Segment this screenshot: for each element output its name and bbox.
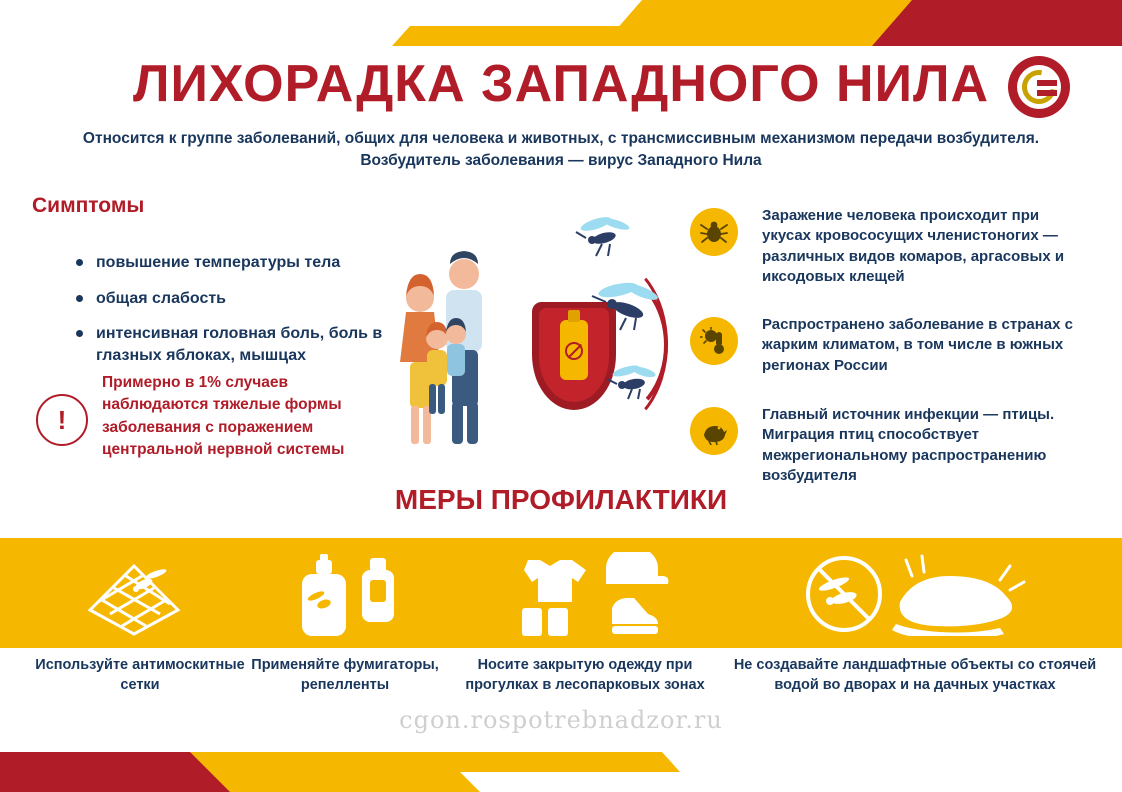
mosquito-net-icon: [78, 556, 188, 640]
top-band-yellow-stripe: [392, 26, 822, 46]
prevention-icons: [0, 548, 1122, 644]
prevention-caption: Не создавайте ландшафтные объекты со стоячей водой во дворах и на дачных участках: [733, 657, 1097, 693]
page-title: ЛИХОРАДКА ЗАПАДНОГО НИЛА: [132, 55, 990, 113]
fumigator-repellent-icon: [286, 554, 406, 640]
prevention-caption: Носите закрытую одежду при прогулках в лесопарковых зонах: [465, 657, 705, 693]
bottom-band-yellow-stripe: [250, 752, 680, 772]
symptoms-list: [34, 252, 424, 380]
fact-item: [690, 405, 1090, 486]
fact-text: Главный источник инфекции — птицы. Миграция птиц способствует межрегиональному распространению возбудителя: [762, 406, 1055, 484]
mosquito-icon: [588, 274, 668, 332]
repellent-spray-icon: [560, 320, 588, 380]
bird-icon: [690, 407, 738, 455]
mosquito-icon: [604, 360, 664, 400]
mosquito-icon: [572, 212, 642, 258]
logo-bar-bottom: [1037, 90, 1057, 96]
prevention-caption: Применяйте фумигаторы, репелленты: [251, 657, 439, 693]
bottom-decorative-band: [0, 752, 1122, 792]
fact-text: Заражение человека происходит при укусах кровососущих членистоногих — различных видов комаров, аргасовых и иксодовых клещей: [762, 207, 1065, 285]
footer-website: cgon.rospotrebnadzor.ru: [399, 706, 723, 734]
no-mosquito-sign-icon: [565, 342, 583, 360]
logo-bar-top: [1037, 80, 1057, 86]
list-item: интенсивная головная боль, боль в глазных яблоках, мышцах: [74, 323, 424, 366]
rospotrebnadzor-logo: [1008, 56, 1070, 118]
list-item: общая слабость: [74, 288, 424, 310]
fact-text: Распространено заболевание в странах с жарким климатом, в том числе в южных регионах России: [762, 316, 1073, 374]
thermometer-sun-glyph: [700, 327, 728, 355]
top-band-red-shape: [872, 0, 1122, 46]
family-group: [392, 242, 542, 452]
family-figures-icon: [392, 242, 542, 452]
tick-icon: [690, 208, 738, 256]
no-standing-water-icon: [800, 554, 1030, 636]
subtitle: Относится к группе заболеваний, общих для человека и животных, с трансмиссивным механизмом передачи возбудителя. Возбудитель заболевания — вирус Западного Нила: [82, 130, 1040, 170]
exclamation-icon: !: [36, 394, 88, 446]
spray-cap: [568, 310, 580, 322]
top-decorative-band: [0, 0, 1122, 46]
prevention-heading: МЕРЫ ПРОФИЛАКТИКИ: [394, 484, 728, 515]
closed-clothing-icon: [500, 552, 676, 640]
logo-ring-icon: [1015, 63, 1062, 110]
warning-text: Примерно в 1% случаев наблюдаются тяжелые формы заболевания с поражением центральной нервной системы: [102, 374, 345, 459]
prevention-captions: [0, 652, 1122, 712]
fact-item: [690, 315, 1090, 377]
tick-glyph: [700, 218, 728, 246]
bird-glyph: [700, 417, 728, 445]
sun-hot-climate-icon: [690, 317, 738, 365]
family-protection-illustration: [392, 212, 662, 472]
facts-list: [690, 206, 1090, 514]
fact-item: [690, 206, 1090, 287]
bottom-band-red-shape: [0, 752, 230, 792]
list-item: повышение температуры тела: [74, 252, 424, 274]
symptoms-heading: Симптомы: [32, 194, 145, 217]
prevention-caption: Используйте антимоскитные сетки: [35, 657, 245, 693]
